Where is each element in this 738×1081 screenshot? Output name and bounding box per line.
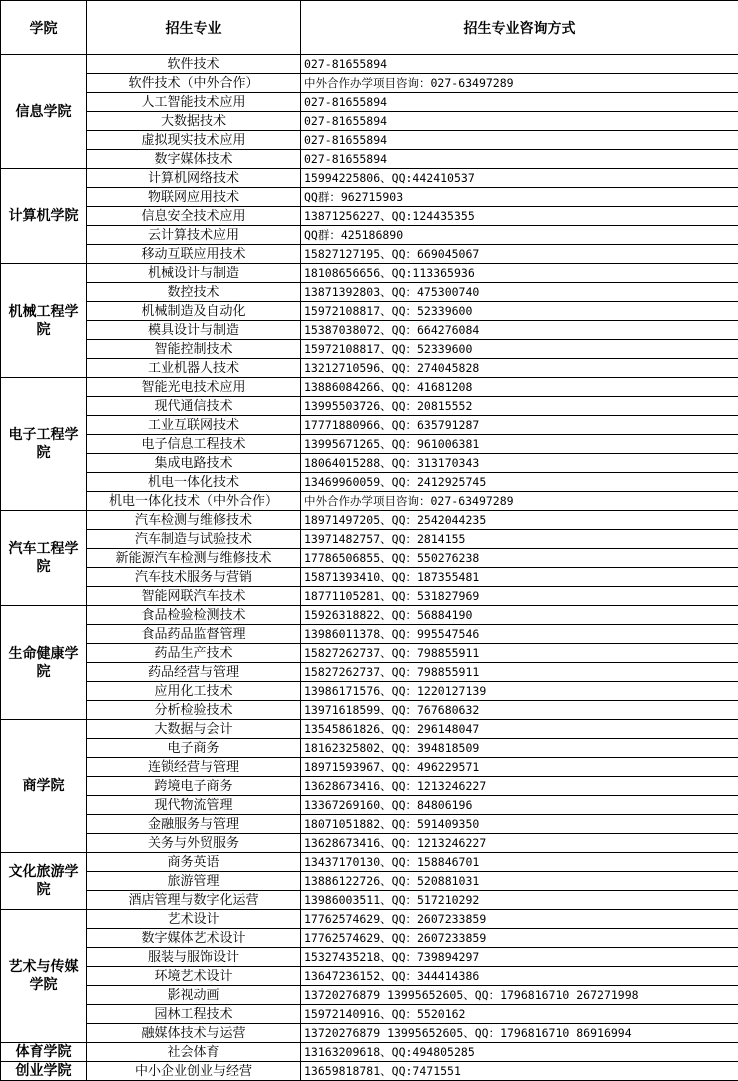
major-name: 现代物流管理	[87, 796, 301, 815]
major-name: 大数据与会计	[87, 720, 301, 739]
table-row	[1, 150, 738, 169]
contact-info: 18971497205、QQ：2542044235	[301, 511, 738, 530]
table-row	[1, 226, 738, 245]
major-name: 服装与服饰设计	[87, 948, 301, 967]
major-name: 智能光电技术应用	[87, 378, 301, 397]
major-name: 金融服务与管理	[87, 815, 301, 834]
major-name: 虚拟现实技术应用	[87, 131, 301, 150]
header-row	[1, 1, 738, 55]
major-name: 电子商务	[87, 739, 301, 758]
major-name: 集成电路技术	[87, 454, 301, 473]
contact-info: 13628673416、QQ：1213246227	[301, 777, 738, 796]
contact-info: 13720276879 13995652605、QQ：1796816710 267271998	[301, 986, 738, 1005]
major-name: 连锁经营与管理	[87, 758, 301, 777]
major-name: 电子信息工程技术	[87, 435, 301, 454]
table-row	[1, 967, 738, 986]
table-body	[1, 55, 738, 1081]
table-row	[1, 283, 738, 302]
table-row	[1, 625, 738, 644]
contact-info: 17762574629、QQ：2607233859	[301, 910, 738, 929]
college-name: 汽车工程学院	[1, 511, 87, 606]
table-row	[1, 131, 738, 150]
contact-info: 13659818781、QQ:7471551	[301, 1062, 738, 1081]
major-name: 计算机网络技术	[87, 169, 301, 188]
contact-info: 13871256227、QQ:124435355	[301, 207, 738, 226]
table-row	[1, 473, 738, 492]
contact-info: 027-81655894	[301, 112, 738, 131]
contact-info: 13367269160、QQ：84806196	[301, 796, 738, 815]
table-row	[1, 549, 738, 568]
contact-info: 17762574629、QQ：2607233859	[301, 929, 738, 948]
contact-info: 15387038072、QQ：664276084	[301, 321, 738, 340]
contact-info: 18162325802、QQ：394818509	[301, 739, 738, 758]
college-name: 商学院	[1, 720, 87, 853]
contact-info: 15871393410、QQ：187355481	[301, 568, 738, 587]
contact-info: 15327435218、QQ：739894297	[301, 948, 738, 967]
contact-info: 13995503726、QQ：20815552	[301, 397, 738, 416]
major-name: 食品药品监督管理	[87, 625, 301, 644]
major-name: 药品经营与管理	[87, 663, 301, 682]
table-row	[1, 1062, 738, 1081]
table-row	[1, 454, 738, 473]
table-row	[1, 492, 738, 511]
header-contact: 招生专业咨询方式	[301, 1, 738, 55]
contact-info: QQ群：425186890	[301, 226, 738, 245]
major-name: 园林工程技术	[87, 1005, 301, 1024]
major-name: 酒店管理与数字化运营	[87, 891, 301, 910]
contact-info: 15827262737、QQ：798855911	[301, 663, 738, 682]
college-name: 电子工程学院	[1, 378, 87, 511]
major-name: 旅游管理	[87, 872, 301, 891]
college-name: 创业学院	[1, 1062, 87, 1081]
contact-info: 027-81655894	[301, 131, 738, 150]
major-name: 工业互联网技术	[87, 416, 301, 435]
contact-info: 18971593967、QQ：496229571	[301, 758, 738, 777]
college-name: 文化旅游学院	[1, 853, 87, 910]
contact-info: 17771880966、QQ：635791287	[301, 416, 738, 435]
contact-info: 13545861826、QQ：296148047	[301, 720, 738, 739]
table-row	[1, 910, 738, 929]
contact-info: 13437170130、QQ：158846701	[301, 853, 738, 872]
contact-info: 18064015288、QQ：313170343	[301, 454, 738, 473]
table-row	[1, 568, 738, 587]
major-name: 环境艺术设计	[87, 967, 301, 986]
contact-info: 13886122726、QQ：520881031	[301, 872, 738, 891]
table-row	[1, 606, 738, 625]
major-name: 汽车制造与试验技术	[87, 530, 301, 549]
contact-info: 中外合作办学项目咨询：027-63497289	[301, 492, 738, 511]
table-row	[1, 1024, 738, 1043]
contact-info: 13469960059、QQ：2412925745	[301, 473, 738, 492]
table-row	[1, 758, 738, 777]
major-name: 物联网应用技术	[87, 188, 301, 207]
table-row	[1, 777, 738, 796]
college-name: 生命健康学院	[1, 606, 87, 720]
college-name: 机械工程学院	[1, 264, 87, 378]
contact-info: 13995671265、QQ：961006381	[301, 435, 738, 454]
major-name: 汽车检测与维修技术	[87, 511, 301, 530]
college-name: 艺术与传媒学院	[1, 910, 87, 1043]
table-row	[1, 853, 738, 872]
major-name: 跨境电子商务	[87, 777, 301, 796]
contact-info: 13212710596、QQ：274045828	[301, 359, 738, 378]
contact-info: QQ群：962715903	[301, 188, 738, 207]
contact-info: 027-81655894	[301, 93, 738, 112]
table-row	[1, 169, 738, 188]
header-college: 学院	[1, 1, 87, 55]
table-row	[1, 701, 738, 720]
major-name: 机电一体化技术	[87, 473, 301, 492]
contact-info: 15994225806、QQ:442410537	[301, 169, 738, 188]
table-row	[1, 1005, 738, 1024]
contact-info: 15926318822、QQ：56884190	[301, 606, 738, 625]
major-name: 软件技术（中外合作）	[87, 74, 301, 93]
table-row	[1, 948, 738, 967]
major-name: 影视动画	[87, 986, 301, 1005]
major-name: 新能源汽车检测与维修技术	[87, 549, 301, 568]
major-name: 工业机器人技术	[87, 359, 301, 378]
contact-info: 15972140916、QQ：5520162	[301, 1005, 738, 1024]
table-row	[1, 720, 738, 739]
contact-info: 027-81655894	[301, 55, 738, 74]
header-major: 招生专业	[87, 1, 301, 55]
contact-info: 13971482757、QQ：2814155	[301, 530, 738, 549]
contact-info: 13971618599、QQ：767680632	[301, 701, 738, 720]
major-name: 药品生产技术	[87, 644, 301, 663]
table-row	[1, 302, 738, 321]
table-row	[1, 416, 738, 435]
table-row	[1, 340, 738, 359]
table-row	[1, 986, 738, 1005]
major-name: 食品检验检测技术	[87, 606, 301, 625]
contact-info: 18771105281、QQ：531827969	[301, 587, 738, 606]
table-row	[1, 321, 738, 340]
major-name: 数字媒体技术	[87, 150, 301, 169]
contact-info: 18071051882、QQ：591409350	[301, 815, 738, 834]
table-row	[1, 93, 738, 112]
major-name: 软件技术	[87, 55, 301, 74]
table-row	[1, 929, 738, 948]
major-name: 机械设计与制造	[87, 264, 301, 283]
table-row	[1, 397, 738, 416]
table-row	[1, 378, 738, 397]
table-row	[1, 188, 738, 207]
major-name: 社会体育	[87, 1043, 301, 1062]
contact-info: 13886084266、QQ：41681208	[301, 378, 738, 397]
table-row	[1, 796, 738, 815]
contact-info: 17786506855、QQ：550276238	[301, 549, 738, 568]
contact-info: 13986171576、QQ：1220127139	[301, 682, 738, 701]
table-row	[1, 359, 738, 378]
contact-info: 中外合作办学项目咨询：027-63497289	[301, 74, 738, 93]
table-row	[1, 435, 738, 454]
table-row	[1, 530, 738, 549]
contact-info: 13720276879 13995652605、QQ：1796816710 86916994	[301, 1024, 738, 1043]
table-row	[1, 511, 738, 530]
major-name: 数控技术	[87, 283, 301, 302]
table-row	[1, 55, 738, 74]
table-row	[1, 682, 738, 701]
contact-info: 15827127195、QQ：669045067	[301, 245, 738, 264]
contact-info: 13163209618、QQ:494805285	[301, 1043, 738, 1062]
contact-info: 15972108817、QQ：52339600	[301, 302, 738, 321]
contact-info: 13628673416、QQ：1213246227	[301, 834, 738, 853]
college-name: 信息学院	[1, 55, 87, 169]
contact-info: 15972108817、QQ：52339600	[301, 340, 738, 359]
major-name: 移动互联应用技术	[87, 245, 301, 264]
college-name: 计算机学院	[1, 169, 87, 264]
major-name: 智能网联汽车技术	[87, 587, 301, 606]
contact-info: 027-81655894	[301, 150, 738, 169]
contact-info: 18108656656、QQ:113365936	[301, 264, 738, 283]
contact-info: 13871392803、QQ：475300740	[301, 283, 738, 302]
table-row	[1, 264, 738, 283]
major-name: 商务英语	[87, 853, 301, 872]
major-name: 应用化工技术	[87, 682, 301, 701]
major-name: 艺术设计	[87, 910, 301, 929]
major-name: 关务与外贸服务	[87, 834, 301, 853]
table-row	[1, 644, 738, 663]
major-name: 人工智能技术应用	[87, 93, 301, 112]
major-name: 数字媒体艺术设计	[87, 929, 301, 948]
major-name: 汽车技术服务与营销	[87, 568, 301, 587]
major-name: 智能控制技术	[87, 340, 301, 359]
contact-info: 13986011378、QQ：995547546	[301, 625, 738, 644]
table-row	[1, 245, 738, 264]
table-row	[1, 891, 738, 910]
major-name: 机电一体化技术（中外合作）	[87, 492, 301, 511]
major-name: 分析检验技术	[87, 701, 301, 720]
table-row	[1, 1043, 738, 1062]
major-name: 现代通信技术	[87, 397, 301, 416]
table-row	[1, 834, 738, 853]
contact-info: 13986003511、QQ：517210292	[301, 891, 738, 910]
table-row	[1, 112, 738, 131]
table-row	[1, 74, 738, 93]
table-row	[1, 739, 738, 758]
major-name: 融媒体技术与运营	[87, 1024, 301, 1043]
contact-info: 15827262737、QQ：798855911	[301, 644, 738, 663]
major-name: 大数据技术	[87, 112, 301, 131]
major-name: 云计算技术应用	[87, 226, 301, 245]
major-name: 中小企业创业与经营	[87, 1062, 301, 1081]
major-name: 模具设计与制造	[87, 321, 301, 340]
table-row	[1, 663, 738, 682]
major-name: 机械制造及自动化	[87, 302, 301, 321]
college-name: 体育学院	[1, 1043, 87, 1062]
table-row	[1, 815, 738, 834]
major-name: 信息安全技术应用	[87, 207, 301, 226]
contact-info: 13647236152、QQ：344414386	[301, 967, 738, 986]
table-row	[1, 872, 738, 891]
table-row	[1, 207, 738, 226]
table-row	[1, 587, 738, 606]
